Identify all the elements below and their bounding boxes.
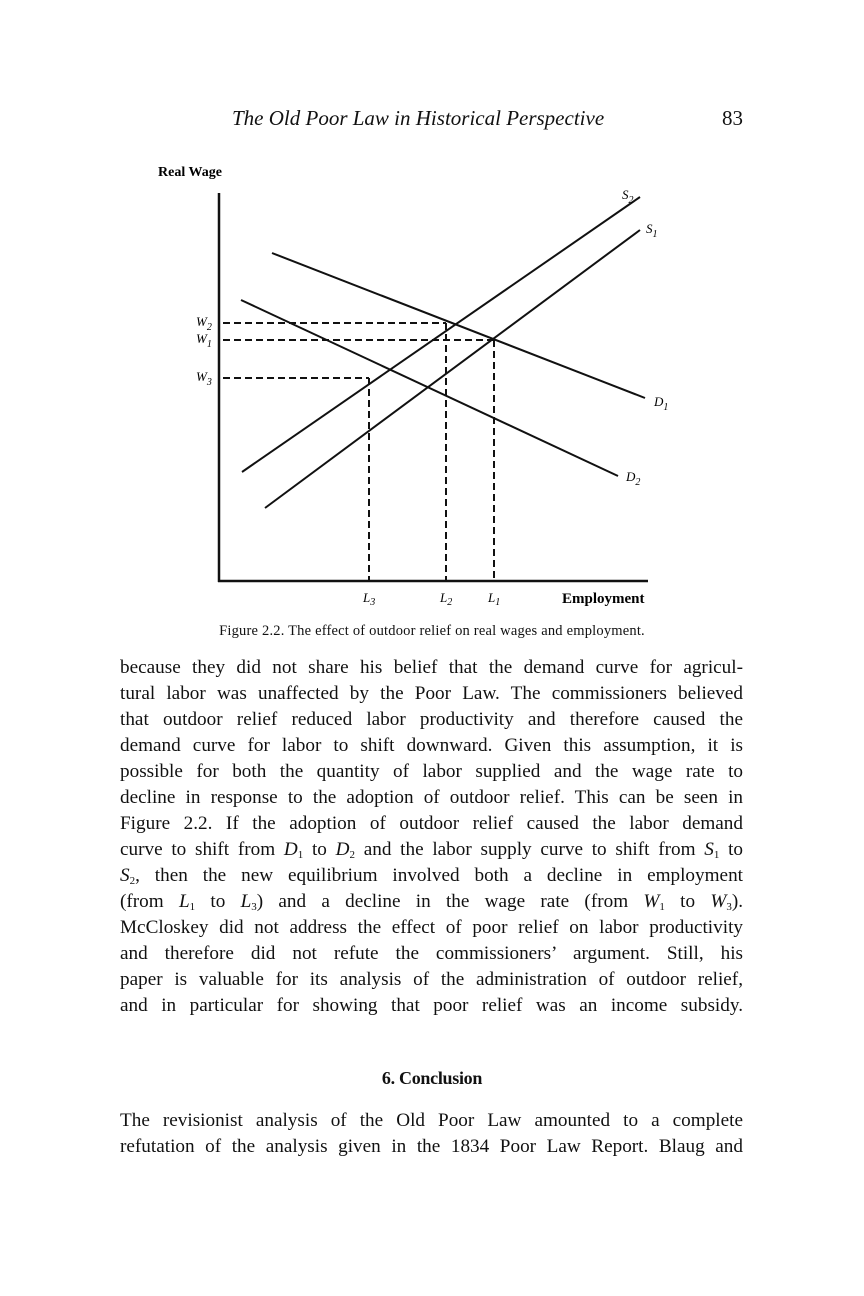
section-heading: 6. Conclusion [381,1068,483,1088]
w2-label: $W_2$ [196,314,212,333]
text-line: possible for both the quantity of labor supplied and the wage rate to [120,761,743,782]
text-line: McCloskey did not address the effect of poor relief on labor productivity [120,917,743,938]
page-number: 83 [722,106,743,130]
body-paragraph-1 [120,655,743,1019]
supply-demand-chart [0,150,864,620]
text-line: and therefore did not refute the commissioners’ argument. Still, his [120,943,743,964]
s2-label: $S_2$ [622,187,634,206]
text-line: because they did not share his belief that the demand curve for agricul- [120,657,743,678]
text-line: demand curve for labor to shift downward. Given this assumption, it is [120,735,743,756]
running-title: The Old Poor Law in Historical Perspective [232,106,605,130]
text-line: paper is valuable for its analysis of the administration of outdoor relief, [120,969,743,990]
w1-label: $W_1$ [196,331,212,350]
d2-label: $D_2$ [626,469,641,488]
text-line: (from $L_1$ to $L_3$) and a decline in the wage rate (from $W_1$ to $W_3$). [120,891,743,913]
l1-label: $L_1$ [488,590,501,608]
demand-curve-d2 [241,300,618,476]
text-line: decline in response to the adoption of outdoor relief. This can be seen in [120,787,743,808]
figure [0,150,864,650]
x-axis-label: Employment [562,591,645,607]
text-line: that outdoor relief reduced labor productivity and therefore caused the [120,709,743,730]
text-line: refutation of the analysis given in the 1834 Poor Law Report. Blaug and [120,1136,743,1157]
text-line: Figure 2.2. If the adoption of outdoor relief caused the labor demand [120,813,743,834]
text-line: $S_2$, then the new equilibrium involved both a decline in employment [120,865,743,887]
text-line: tural labor was unaffected by the Poor Law. The commissioners believed [120,683,743,704]
text-line: and in particular for showing that poor relief was an income subsidy. [120,995,743,1016]
l2-label: $L_2$ [440,590,453,608]
l3-label: $L_3$ [363,590,376,608]
w3-label: $W_3$ [196,369,212,388]
d1-label: $D_1$ [654,394,669,413]
body-paragraph-2 [120,1108,743,1160]
running-head [120,106,743,136]
text-line: curve to shift from $D_1$ to $D_2$ and the labor supply curve to shift from $S_1$ to [120,839,743,861]
demand-curve-d1 [272,253,645,398]
y-axis-label: Real Wage [158,165,222,180]
s1-label: $S_1$ [646,221,658,240]
figure-caption: Figure 2.2. The effect of outdoor relief on real wages and employment. [219,623,645,639]
text-line: The revisionist analysis of the Old Poor Law amounted to a complete [120,1110,743,1131]
supply-curve-s2 [242,197,640,472]
